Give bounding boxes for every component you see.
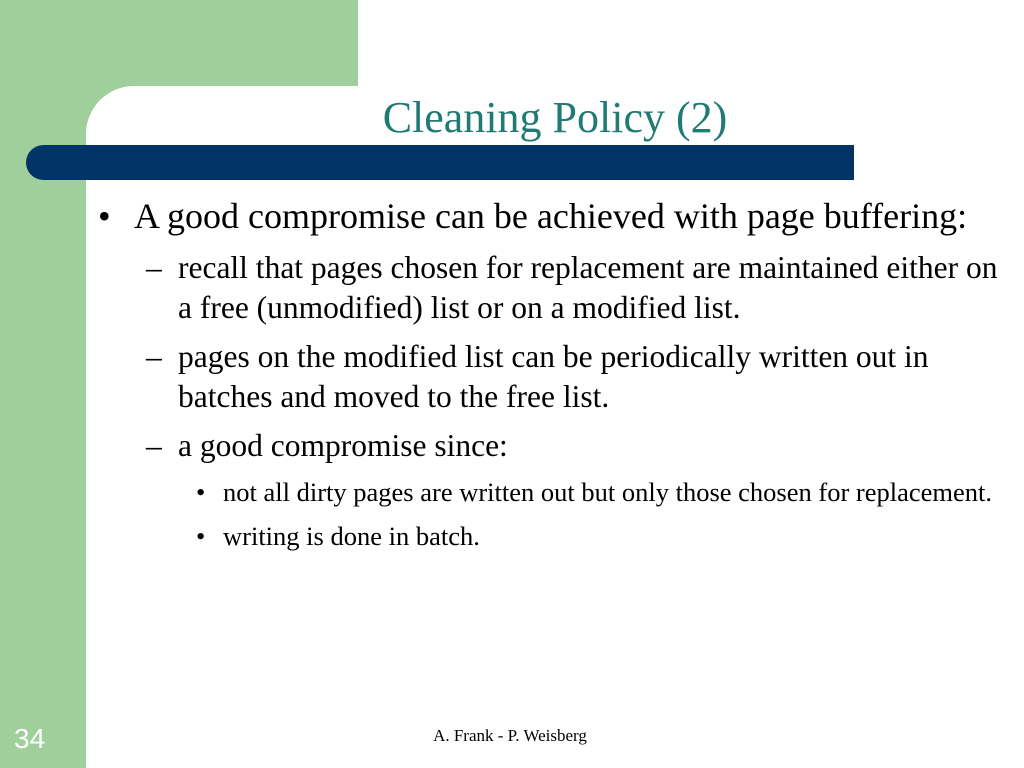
sub-bullet-text: recall that pages chosen for replacement are maintained either on a free (unmodified) list or on a modified list. bbox=[178, 250, 998, 325]
bullet-marker: • bbox=[98, 196, 111, 236]
slide-body bbox=[98, 195, 1013, 563]
sub-sub-bullet bbox=[196, 475, 1013, 509]
sub-bullet bbox=[146, 426, 1013, 466]
main-bullet bbox=[98, 195, 1013, 237]
sub-bullet bbox=[146, 248, 1013, 328]
footer-credit: A. Frank - P. Weisberg bbox=[433, 726, 587, 745]
slide-number: 34 bbox=[14, 723, 46, 754]
dash-marker: – bbox=[146, 250, 162, 285]
sub-sub-bullet bbox=[196, 519, 1013, 553]
main-bullet-text: A good compromise can be achieved with page buffering: bbox=[134, 196, 968, 236]
slide-title: Cleaning Policy (2) bbox=[382, 93, 728, 142]
dash-marker: – bbox=[146, 428, 162, 463]
sub-bullet bbox=[146, 337, 1013, 417]
sub-sub-bullet-text: writing is done in batch. bbox=[223, 521, 480, 551]
sub-sub-bullet-text: not all dirty pages are written out but only those chosen for replacement. bbox=[223, 477, 993, 507]
bullet-marker: • bbox=[196, 477, 206, 507]
sub-bullet-text: a good compromise since: bbox=[178, 428, 508, 463]
sub-bullet-text: pages on the modified list can be periodically written out in batches and moved to the free list. bbox=[178, 339, 929, 414]
bullet-marker: • bbox=[196, 521, 206, 551]
dash-marker: – bbox=[146, 339, 162, 374]
title-underline-bar bbox=[26, 145, 854, 180]
